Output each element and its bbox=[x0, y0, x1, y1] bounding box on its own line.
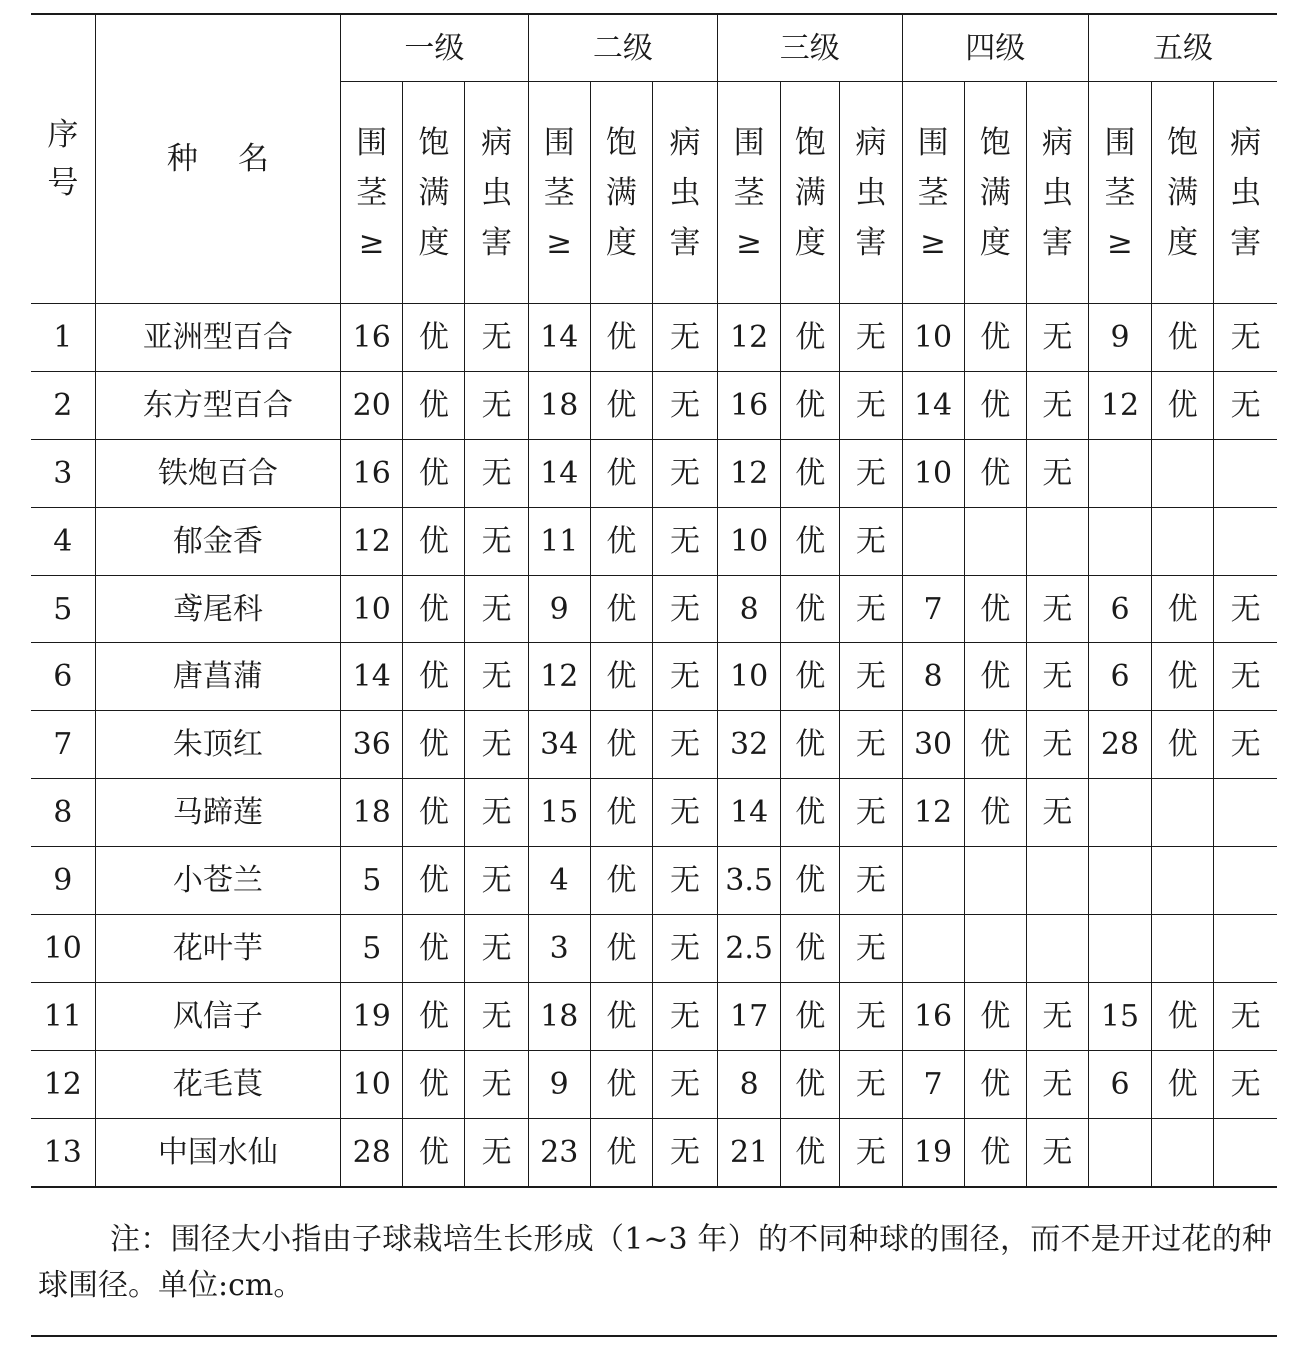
girth-cell: 15 bbox=[1088, 982, 1151, 1050]
sub-column-header bbox=[964, 82, 1026, 304]
grade-header-row bbox=[31, 14, 1277, 82]
sub-column-label: 围茎≥ bbox=[356, 124, 388, 261]
pest-cell: 无 bbox=[840, 915, 902, 983]
girth-cell bbox=[1088, 779, 1151, 847]
girth-cell: 7 bbox=[902, 575, 964, 643]
table-row bbox=[31, 847, 1277, 915]
pest-cell: 无 bbox=[840, 304, 902, 372]
grade-header: 四级 bbox=[902, 14, 1088, 82]
seq-cell: 11 bbox=[31, 982, 95, 1050]
girth-cell bbox=[902, 915, 964, 983]
pest-cell: 无 bbox=[465, 507, 528, 575]
fullness-cell: 优 bbox=[403, 575, 465, 643]
fullness-cell: 优 bbox=[964, 439, 1026, 507]
girth-cell: 6 bbox=[1088, 643, 1151, 711]
girth-cell: 15 bbox=[528, 779, 590, 847]
pest-cell: 无 bbox=[840, 575, 902, 643]
girth-cell: 6 bbox=[1088, 1050, 1151, 1118]
pest-cell: 无 bbox=[1026, 1050, 1088, 1118]
fullness-cell bbox=[1152, 779, 1214, 847]
girth-cell bbox=[1088, 915, 1151, 983]
sub-column-header bbox=[840, 82, 902, 304]
bulb-grade-table-container bbox=[31, 13, 1277, 1188]
fullness-cell: 优 bbox=[590, 371, 652, 439]
fullness-cell: 优 bbox=[781, 779, 840, 847]
pest-cell: 无 bbox=[652, 643, 717, 711]
fullness-cell: 优 bbox=[1152, 1050, 1214, 1118]
fullness-cell: 优 bbox=[964, 779, 1026, 847]
sub-column-label: 病虫害 bbox=[1041, 124, 1073, 261]
fullness-cell: 优 bbox=[781, 507, 840, 575]
girth-cell: 32 bbox=[718, 711, 781, 779]
sub-column-header bbox=[652, 82, 717, 304]
pest-cell: 无 bbox=[465, 1050, 528, 1118]
girth-cell: 19 bbox=[902, 1118, 964, 1186]
species-name-cell: 花毛茛 bbox=[95, 1050, 341, 1118]
grade-header: 三级 bbox=[718, 14, 902, 82]
seq-cell: 6 bbox=[31, 643, 95, 711]
fullness-cell: 优 bbox=[590, 711, 652, 779]
girth-cell: 12 bbox=[341, 507, 403, 575]
girth-cell: 5 bbox=[341, 847, 403, 915]
fullness-cell: 优 bbox=[781, 915, 840, 983]
girth-cell: 2.5 bbox=[718, 915, 781, 983]
fullness-cell: 优 bbox=[781, 982, 840, 1050]
pest-cell: 无 bbox=[1214, 1050, 1277, 1118]
bottom-rule bbox=[31, 1335, 1277, 1337]
sub-column-header bbox=[1152, 82, 1214, 304]
fullness-cell: 优 bbox=[590, 915, 652, 983]
pest-cell: 无 bbox=[652, 371, 717, 439]
pest-cell: 无 bbox=[1214, 711, 1277, 779]
sub-column-label: 饱满度 bbox=[979, 124, 1011, 261]
seq-cell: 7 bbox=[31, 711, 95, 779]
grade-header: 五级 bbox=[1088, 14, 1277, 82]
fullness-cell: 优 bbox=[781, 371, 840, 439]
fullness-cell: 优 bbox=[964, 1118, 1026, 1186]
pest-cell: 无 bbox=[465, 575, 528, 643]
sub-column-label: 围茎≥ bbox=[1104, 124, 1136, 261]
pest-cell: 无 bbox=[1026, 439, 1088, 507]
pest-cell: 无 bbox=[652, 507, 717, 575]
pest-cell: 无 bbox=[465, 304, 528, 372]
pest-cell: 无 bbox=[840, 847, 902, 915]
pest-cell: 无 bbox=[840, 507, 902, 575]
girth-cell bbox=[902, 847, 964, 915]
girth-cell: 12 bbox=[1088, 371, 1151, 439]
sub-column-header bbox=[718, 82, 781, 304]
sub-column-header bbox=[465, 82, 528, 304]
pest-cell: 无 bbox=[465, 371, 528, 439]
species-name-cell: 铁炮百合 bbox=[95, 439, 341, 507]
sub-column-header bbox=[1214, 82, 1277, 304]
name-header bbox=[95, 14, 341, 304]
girth-cell: 12 bbox=[718, 439, 781, 507]
fullness-cell bbox=[1152, 1118, 1214, 1186]
table-row bbox=[31, 643, 1277, 711]
pest-cell: 无 bbox=[1026, 711, 1088, 779]
table-row bbox=[31, 575, 1277, 643]
table-row bbox=[31, 779, 1277, 847]
table-row bbox=[31, 982, 1277, 1050]
sub-column-label: 饱满度 bbox=[418, 124, 450, 261]
sub-column-header bbox=[1088, 82, 1151, 304]
table-row bbox=[31, 1050, 1277, 1118]
pest-cell bbox=[1026, 847, 1088, 915]
girth-cell: 8 bbox=[718, 1050, 781, 1118]
grade-header: 二级 bbox=[528, 14, 717, 82]
species-name-cell: 郁金香 bbox=[95, 507, 341, 575]
pest-cell: 无 bbox=[840, 439, 902, 507]
fullness-cell: 优 bbox=[781, 575, 840, 643]
pest-cell: 无 bbox=[465, 1118, 528, 1186]
fullness-cell: 优 bbox=[964, 982, 1026, 1050]
fullness-cell: 优 bbox=[403, 711, 465, 779]
sub-column-label: 围茎≥ bbox=[733, 124, 765, 261]
girth-cell: 12 bbox=[528, 643, 590, 711]
seq-cell: 9 bbox=[31, 847, 95, 915]
girth-cell: 11 bbox=[528, 507, 590, 575]
fullness-cell: 优 bbox=[964, 371, 1026, 439]
fullness-cell: 优 bbox=[403, 439, 465, 507]
girth-cell: 23 bbox=[528, 1118, 590, 1186]
seq-header bbox=[31, 14, 95, 304]
fullness-cell: 优 bbox=[964, 575, 1026, 643]
pest-cell bbox=[1214, 915, 1277, 983]
table-row bbox=[31, 711, 1277, 779]
girth-cell: 28 bbox=[1088, 711, 1151, 779]
fullness-cell: 优 bbox=[403, 1118, 465, 1186]
fullness-cell: 优 bbox=[403, 982, 465, 1050]
girth-cell: 10 bbox=[718, 643, 781, 711]
sub-column-label: 饱满度 bbox=[794, 124, 826, 261]
fullness-cell: 优 bbox=[403, 1050, 465, 1118]
pest-cell: 无 bbox=[465, 915, 528, 983]
sub-column-label: 饱满度 bbox=[605, 124, 637, 261]
girth-cell bbox=[1088, 847, 1151, 915]
fullness-cell: 优 bbox=[964, 304, 1026, 372]
table-row bbox=[31, 507, 1277, 575]
seq-cell: 1 bbox=[31, 304, 95, 372]
pest-cell: 无 bbox=[840, 779, 902, 847]
pest-cell: 无 bbox=[840, 643, 902, 711]
girth-cell: 7 bbox=[902, 1050, 964, 1118]
seq-cell: 3 bbox=[31, 439, 95, 507]
fullness-cell: 优 bbox=[781, 847, 840, 915]
fullness-cell: 优 bbox=[403, 304, 465, 372]
girth-cell: 12 bbox=[718, 304, 781, 372]
girth-cell: 14 bbox=[718, 779, 781, 847]
fullness-cell: 优 bbox=[590, 847, 652, 915]
pest-cell: 无 bbox=[1026, 1118, 1088, 1186]
girth-cell: 10 bbox=[718, 507, 781, 575]
fullness-cell: 优 bbox=[781, 643, 840, 711]
girth-cell: 9 bbox=[528, 575, 590, 643]
girth-cell: 14 bbox=[528, 439, 590, 507]
girth-cell: 3 bbox=[528, 915, 590, 983]
fullness-cell: 优 bbox=[781, 304, 840, 372]
fullness-cell: 优 bbox=[781, 439, 840, 507]
name-header-label: 种名 bbox=[166, 140, 309, 177]
girth-cell: 5 bbox=[341, 915, 403, 983]
fullness-cell: 优 bbox=[1152, 304, 1214, 372]
pest-cell: 无 bbox=[652, 575, 717, 643]
girth-cell: 16 bbox=[341, 304, 403, 372]
fullness-cell: 优 bbox=[1152, 982, 1214, 1050]
fullness-cell bbox=[1152, 915, 1214, 983]
girth-cell: 16 bbox=[902, 982, 964, 1050]
species-name-cell: 亚洲型百合 bbox=[95, 304, 341, 372]
pest-cell: 无 bbox=[1026, 643, 1088, 711]
fullness-cell: 优 bbox=[590, 304, 652, 372]
fullness-cell: 优 bbox=[403, 847, 465, 915]
pest-cell bbox=[1026, 507, 1088, 575]
fullness-cell: 优 bbox=[781, 1050, 840, 1118]
sub-column-header bbox=[902, 82, 964, 304]
pest-cell: 无 bbox=[652, 304, 717, 372]
species-name-cell: 鸢尾科 bbox=[95, 575, 341, 643]
sub-column-header bbox=[781, 82, 840, 304]
species-name-cell: 朱顶红 bbox=[95, 711, 341, 779]
fullness-cell: 优 bbox=[590, 439, 652, 507]
fullness-cell: 优 bbox=[781, 711, 840, 779]
sub-column-label: 病虫害 bbox=[481, 124, 513, 261]
pest-cell: 无 bbox=[652, 847, 717, 915]
pest-cell: 无 bbox=[1026, 371, 1088, 439]
pest-cell: 无 bbox=[1026, 982, 1088, 1050]
pest-cell bbox=[1214, 1118, 1277, 1186]
pest-cell: 无 bbox=[1026, 575, 1088, 643]
pest-cell: 无 bbox=[652, 982, 717, 1050]
seq-cell: 5 bbox=[31, 575, 95, 643]
seq-cell: 4 bbox=[31, 507, 95, 575]
girth-cell: 18 bbox=[528, 371, 590, 439]
species-name-cell: 花叶芋 bbox=[95, 915, 341, 983]
girth-cell: 10 bbox=[341, 1050, 403, 1118]
girth-cell bbox=[1088, 1118, 1151, 1186]
girth-cell: 17 bbox=[718, 982, 781, 1050]
fullness-cell: 优 bbox=[590, 575, 652, 643]
pest-cell: 无 bbox=[1214, 643, 1277, 711]
girth-cell: 16 bbox=[718, 371, 781, 439]
fullness-cell bbox=[1152, 507, 1214, 575]
sub-column-label: 围茎≥ bbox=[543, 124, 575, 261]
fullness-cell: 优 bbox=[590, 1050, 652, 1118]
girth-cell: 6 bbox=[1088, 575, 1151, 643]
fullness-cell: 优 bbox=[1152, 711, 1214, 779]
girth-cell: 14 bbox=[341, 643, 403, 711]
girth-cell: 10 bbox=[341, 575, 403, 643]
girth-cell: 8 bbox=[718, 575, 781, 643]
girth-cell: 21 bbox=[718, 1118, 781, 1186]
fullness-cell: 优 bbox=[403, 643, 465, 711]
girth-cell bbox=[1088, 507, 1151, 575]
fullness-cell: 优 bbox=[590, 507, 652, 575]
girth-cell: 28 bbox=[341, 1118, 403, 1186]
species-name-cell: 唐菖蒲 bbox=[95, 643, 341, 711]
fullness-cell: 优 bbox=[964, 1050, 1026, 1118]
girth-cell: 36 bbox=[341, 711, 403, 779]
girth-cell: 34 bbox=[528, 711, 590, 779]
bulb-grade-table bbox=[31, 13, 1277, 1188]
fullness-cell: 优 bbox=[590, 982, 652, 1050]
table-row bbox=[31, 439, 1277, 507]
table-note: 注：围径大小指由子球栽培生长形成（1~3 年）的不同种球的围径，而不是开过花的种球围径。单位:cm。 bbox=[38, 1222, 1272, 1303]
pest-cell: 无 bbox=[465, 643, 528, 711]
fullness-cell: 优 bbox=[590, 643, 652, 711]
grade-header: 一级 bbox=[341, 14, 528, 82]
pest-cell: 无 bbox=[840, 982, 902, 1050]
girth-cell: 10 bbox=[902, 439, 964, 507]
girth-cell: 14 bbox=[528, 304, 590, 372]
girth-cell: 3.5 bbox=[718, 847, 781, 915]
pest-cell bbox=[1214, 439, 1277, 507]
girth-cell: 9 bbox=[1088, 304, 1151, 372]
girth-cell: 16 bbox=[341, 439, 403, 507]
fullness-cell: 优 bbox=[403, 915, 465, 983]
pest-cell: 无 bbox=[465, 779, 528, 847]
pest-cell: 无 bbox=[652, 779, 717, 847]
girth-cell: 18 bbox=[528, 982, 590, 1050]
fullness-cell: 优 bbox=[964, 643, 1026, 711]
girth-cell: 14 bbox=[902, 371, 964, 439]
pest-cell: 无 bbox=[840, 1050, 902, 1118]
sub-column-header bbox=[590, 82, 652, 304]
pest-cell: 无 bbox=[465, 711, 528, 779]
species-name-cell: 马蹄莲 bbox=[95, 779, 341, 847]
fullness-cell bbox=[964, 507, 1026, 575]
pest-cell: 无 bbox=[465, 439, 528, 507]
pest-cell: 无 bbox=[840, 371, 902, 439]
girth-cell: 19 bbox=[341, 982, 403, 1050]
seq-cell: 13 bbox=[31, 1118, 95, 1186]
sub-column-label: 病虫害 bbox=[855, 124, 887, 261]
pest-cell: 无 bbox=[1026, 304, 1088, 372]
fullness-cell: 优 bbox=[964, 711, 1026, 779]
seq-cell: 10 bbox=[31, 915, 95, 983]
girth-cell: 20 bbox=[341, 371, 403, 439]
fullness-cell: 优 bbox=[1152, 575, 1214, 643]
pest-cell: 无 bbox=[1214, 982, 1277, 1050]
pest-cell: 无 bbox=[652, 915, 717, 983]
girth-cell: 30 bbox=[902, 711, 964, 779]
girth-cell: 10 bbox=[902, 304, 964, 372]
sub-column-label: 病虫害 bbox=[1230, 124, 1262, 261]
seq-cell: 2 bbox=[31, 371, 95, 439]
pest-cell bbox=[1214, 847, 1277, 915]
sub-column-header bbox=[1026, 82, 1088, 304]
seq-header-label: 序号 bbox=[47, 117, 79, 201]
pest-cell: 无 bbox=[1026, 779, 1088, 847]
sub-column-header bbox=[528, 82, 590, 304]
pest-cell: 无 bbox=[465, 982, 528, 1050]
species-name-cell: 东方型百合 bbox=[95, 371, 341, 439]
sub-column-label: 饱满度 bbox=[1167, 124, 1199, 261]
pest-cell: 无 bbox=[1214, 304, 1277, 372]
pest-cell: 无 bbox=[465, 847, 528, 915]
pest-cell: 无 bbox=[652, 439, 717, 507]
pest-cell: 无 bbox=[652, 1118, 717, 1186]
fullness-cell: 优 bbox=[1152, 643, 1214, 711]
fullness-cell bbox=[964, 915, 1026, 983]
fullness-cell: 优 bbox=[1152, 371, 1214, 439]
fullness-cell: 优 bbox=[590, 779, 652, 847]
pest-cell: 无 bbox=[840, 711, 902, 779]
pest-cell: 无 bbox=[652, 1050, 717, 1118]
fullness-cell: 优 bbox=[781, 1118, 840, 1186]
pest-cell: 无 bbox=[1214, 371, 1277, 439]
pest-cell: 无 bbox=[652, 711, 717, 779]
table-row bbox=[31, 1118, 1277, 1186]
pest-cell bbox=[1214, 779, 1277, 847]
species-name-cell: 风信子 bbox=[95, 982, 341, 1050]
table-row bbox=[31, 371, 1277, 439]
sub-column-header bbox=[341, 82, 403, 304]
fullness-cell bbox=[964, 847, 1026, 915]
fullness-cell bbox=[1152, 439, 1214, 507]
girth-cell: 18 bbox=[341, 779, 403, 847]
fullness-cell: 优 bbox=[403, 371, 465, 439]
table-row bbox=[31, 304, 1277, 372]
girth-cell: 4 bbox=[528, 847, 590, 915]
sub-column-label: 病虫害 bbox=[669, 124, 701, 261]
fullness-cell: 优 bbox=[403, 507, 465, 575]
pest-cell bbox=[1214, 507, 1277, 575]
pest-cell: 无 bbox=[1214, 575, 1277, 643]
seq-cell: 12 bbox=[31, 1050, 95, 1118]
fullness-cell: 优 bbox=[403, 779, 465, 847]
species-name-cell: 小苍兰 bbox=[95, 847, 341, 915]
seq-cell: 8 bbox=[31, 779, 95, 847]
girth-cell bbox=[902, 507, 964, 575]
table-row bbox=[31, 915, 1277, 983]
girth-cell: 12 bbox=[902, 779, 964, 847]
fullness-cell: 优 bbox=[590, 1118, 652, 1186]
fullness-cell bbox=[1152, 847, 1214, 915]
sub-column-label: 围茎≥ bbox=[917, 124, 949, 261]
sub-column-header bbox=[403, 82, 465, 304]
species-name-cell: 中国水仙 bbox=[95, 1118, 341, 1186]
pest-cell: 无 bbox=[840, 1118, 902, 1186]
girth-cell: 8 bbox=[902, 643, 964, 711]
girth-cell: 9 bbox=[528, 1050, 590, 1118]
pest-cell bbox=[1026, 915, 1088, 983]
girth-cell bbox=[1088, 439, 1151, 507]
